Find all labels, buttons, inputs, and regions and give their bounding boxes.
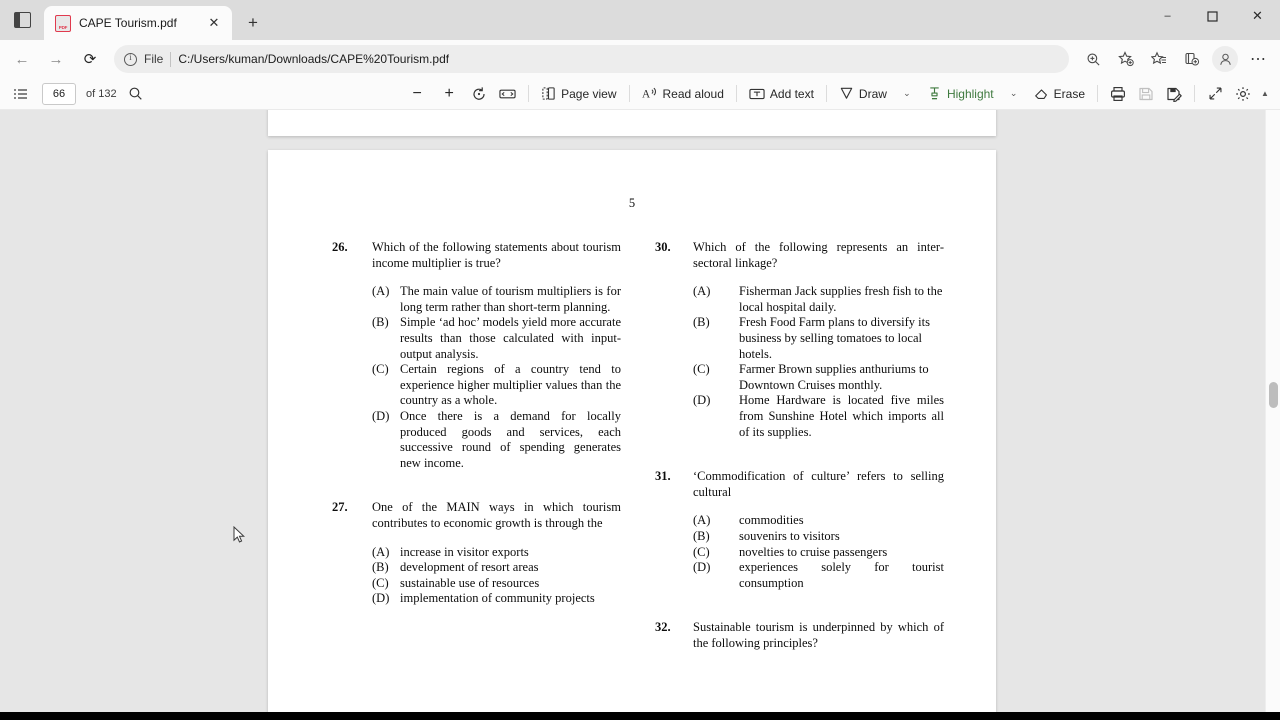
print-icon [1110, 86, 1126, 102]
option-d [693, 560, 944, 591]
option-label: (B) [693, 315, 710, 330]
option-a [693, 513, 944, 529]
toolbar-divider-2 [629, 85, 630, 102]
tab-title: CAPE Tourism.pdf [79, 16, 177, 30]
option-text: commodities [739, 513, 804, 528]
option-a [372, 284, 621, 315]
address-input[interactable] [114, 45, 1069, 73]
favorites-icon[interactable] [1143, 44, 1175, 74]
question-spacer [332, 471, 621, 500]
option-text: Fresh Food Farm plans to diversify its business by selling tomatoes to local hotels. [739, 315, 930, 361]
question-26-options [332, 284, 621, 471]
question-26 [332, 240, 621, 271]
save-as-button[interactable] [1161, 81, 1187, 107]
question-number: 32. [655, 620, 671, 635]
question-text: Which of the following represents an inter-sectoral linkage? [693, 240, 944, 270]
document-page-number: 5 [628, 196, 636, 210]
profile-icon[interactable] [1212, 46, 1238, 72]
question-31 [655, 469, 944, 500]
erase-icon [1034, 86, 1049, 101]
option-c [372, 362, 621, 409]
option-label: (D) [693, 560, 711, 575]
question-text: Which of the following statements about tourism income multiplier is true? [372, 240, 621, 270]
question-30-options [655, 284, 944, 440]
browser-address-bar [0, 40, 1280, 78]
document-right-column [655, 240, 944, 653]
print-button[interactable] [1105, 81, 1131, 107]
close-window-button[interactable]: ✕ [1252, 8, 1263, 23]
question-30 [655, 240, 944, 271]
option-text: Fisherman Jack supplies fresh fish to the local hospital daily. [739, 284, 943, 314]
forward-button[interactable]: → [48, 50, 64, 68]
add-text-label: Add text [769, 86, 814, 101]
option-label: (D) [372, 408, 390, 423]
zoom-out-button[interactable]: − [412, 84, 422, 102]
page-number-input[interactable]: 66 [42, 83, 76, 105]
option-c [693, 362, 944, 393]
pdf-page-previous [268, 110, 996, 136]
option-label: (C) [372, 575, 389, 590]
save-as-icon [1166, 86, 1182, 102]
option-d [693, 393, 944, 440]
toolbar-divider-4 [826, 85, 827, 102]
add-text-icon [749, 87, 765, 101]
mouse-cursor [233, 526, 245, 544]
toolbar-scroll-up-icon[interactable]: ▲ [1261, 89, 1269, 98]
security-label: File [144, 52, 164, 66]
question-spacer [655, 440, 944, 469]
viewport-bottom-strip [0, 712, 1280, 720]
rotate-button[interactable] [466, 81, 492, 107]
document-columns [268, 240, 996, 653]
pdf-vertical-scrollbar[interactable] [1265, 110, 1280, 720]
site-info-icon[interactable] [124, 53, 137, 66]
page-total-label: of 132 [86, 87, 117, 100]
draw-label: Draw [858, 86, 887, 101]
draw-icon [839, 86, 854, 101]
option-a [372, 545, 621, 561]
refresh-button[interactable]: ⟳ [83, 51, 97, 68]
option-label: (B) [693, 528, 710, 543]
option-label: (D) [693, 393, 711, 408]
rotate-icon [471, 86, 487, 102]
add-favorite-icon[interactable] [1110, 44, 1142, 74]
table-of-contents-button[interactable] [8, 81, 34, 107]
question-number: 27. [332, 500, 348, 515]
option-label: (A) [372, 284, 390, 299]
option-text: Once there is a demand for locally produced goods and services, each successive round of spending generates new income. [400, 408, 621, 470]
option-text: increase in visitor exports [400, 544, 529, 559]
tab-actions-button[interactable] [0, 0, 44, 40]
option-text: Simple ‘ad hoc’ models yield more accurate results than those calculated with input-output analysis. [400, 315, 621, 361]
page-view-button[interactable] [536, 81, 621, 107]
minimize-button[interactable]: – [1164, 10, 1171, 22]
search-button[interactable] [123, 81, 149, 107]
erase-button[interactable] [1029, 81, 1090, 107]
draw-options-chevron[interactable]: ⌄ [903, 88, 911, 98]
page-view-icon [541, 86, 556, 101]
option-label: (A) [693, 284, 711, 299]
url-text: C:/Users/kuman/Downloads/CAPE%20Tourism.pdf [178, 52, 450, 66]
browser-title-bar [0, 0, 1280, 40]
window-controls [1145, 0, 1280, 32]
question-27-options [332, 545, 621, 607]
fit-to-page-button[interactable] [494, 81, 521, 107]
toolbar-divider-5 [1097, 85, 1098, 102]
document-left-column [332, 240, 621, 653]
save-icon [1138, 86, 1154, 102]
omnibox-divider [170, 52, 171, 67]
option-text: Home Hardware is located five miles from Sunshine Hotel which imports all of its supplies. [739, 393, 944, 439]
question-number: 31. [655, 469, 671, 484]
address-bar-actions [1077, 44, 1274, 74]
question-spacer [655, 591, 944, 620]
page-view-label: Page view [561, 86, 617, 101]
option-b [693, 315, 944, 362]
settings-more-icon[interactable]: ⋯ [1250, 51, 1266, 68]
highlight-options-chevron[interactable]: ⌄ [1009, 88, 1018, 98]
collections-icon[interactable] [1176, 44, 1208, 74]
option-label: (B) [372, 560, 389, 575]
option-text: development of resort areas [400, 560, 539, 575]
option-text: experiences solely for tourist consumption [739, 560, 944, 590]
option-label: (B) [372, 315, 389, 330]
toolbar-divider-1 [528, 85, 529, 102]
toolbar-divider-6 [1194, 85, 1195, 102]
settings-button[interactable] [1230, 81, 1256, 107]
option-label: (C) [693, 362, 710, 377]
draw-button[interactable] [834, 81, 892, 107]
highlight-icon [927, 86, 942, 101]
pdf-file-icon [55, 15, 71, 32]
question-text: ‘Commodification of culture’ refers to selling cultural [693, 469, 944, 499]
option-label: (C) [372, 362, 389, 377]
tab-close-icon[interactable]: ✕ [208, 15, 220, 30]
question-number: 30. [655, 240, 671, 254]
option-a [693, 284, 944, 315]
new-tab-button[interactable]: + [248, 13, 258, 32]
option-d [372, 409, 621, 471]
option-b [372, 315, 621, 362]
search-icon [128, 86, 143, 101]
question-text: Sustainable tourism is underpinned by which of the following principles? [693, 620, 944, 650]
option-text: Farmer Brown supplies anthuriums to Downtown Cruises monthly. [739, 362, 929, 392]
option-text: Certain regions of a country tend to experience higher multiplier values than the country as a whole. [400, 362, 621, 408]
expand-icon [1208, 86, 1223, 101]
add-text-button[interactable] [744, 81, 819, 107]
maximize-icon [1207, 11, 1218, 22]
option-text: souvenirs to visitors [739, 528, 840, 543]
svg-text:A: A [641, 88, 650, 101]
option-text: implementation of community projects [400, 591, 595, 606]
option-label: (A) [372, 544, 390, 559]
option-b [372, 560, 621, 576]
option-text: sustainable use of resources [400, 575, 540, 590]
highlight-button[interactable] [922, 81, 999, 107]
read-aloud-label: Read aloud [662, 86, 724, 101]
option-label: (D) [372, 591, 390, 606]
browser-tab-cape-tourism[interactable] [44, 6, 232, 40]
option-d [372, 591, 621, 607]
tab-actions-icon [14, 12, 31, 28]
fit-to-page-icon [499, 87, 516, 101]
pdf-viewport[interactable] [0, 110, 1280, 720]
table-of-contents-icon [13, 86, 29, 102]
question-number: 26. [332, 240, 348, 254]
pdf-scrollbar-thumb[interactable] [1269, 382, 1278, 408]
question-31-options [655, 513, 944, 591]
expand-button[interactable] [1202, 81, 1228, 107]
zoom-icon[interactable] [1077, 44, 1109, 74]
erase-label: Erase [1053, 86, 1085, 101]
option-c [372, 576, 621, 592]
option-label: (C) [693, 544, 710, 559]
maximize-button[interactable] [1190, 0, 1235, 32]
option-label: (A) [693, 513, 711, 528]
question-27 [332, 500, 621, 531]
read-aloud-icon [642, 86, 658, 101]
settings-gear-icon [1235, 86, 1251, 102]
toolbar-divider-3 [736, 85, 737, 102]
pdf-toolbar [0, 78, 1280, 110]
pdf-page-current [268, 150, 996, 720]
zoom-in-button[interactable]: + [444, 84, 454, 102]
read-aloud-button[interactable] [637, 81, 729, 107]
back-button[interactable]: ← [14, 50, 30, 68]
save-button[interactable] [1133, 81, 1159, 107]
option-text: The main value of tourism multipliers is for long term rather than short-term planning. [400, 284, 621, 314]
highlight-label: Highlight [946, 86, 994, 101]
option-b [693, 529, 944, 545]
option-c [693, 545, 944, 561]
question-32 [655, 620, 944, 651]
option-text: novelties to cruise passengers [739, 544, 888, 559]
question-text: One of the MAIN ways in which tourism contributes to economic growth is through the [372, 500, 621, 530]
